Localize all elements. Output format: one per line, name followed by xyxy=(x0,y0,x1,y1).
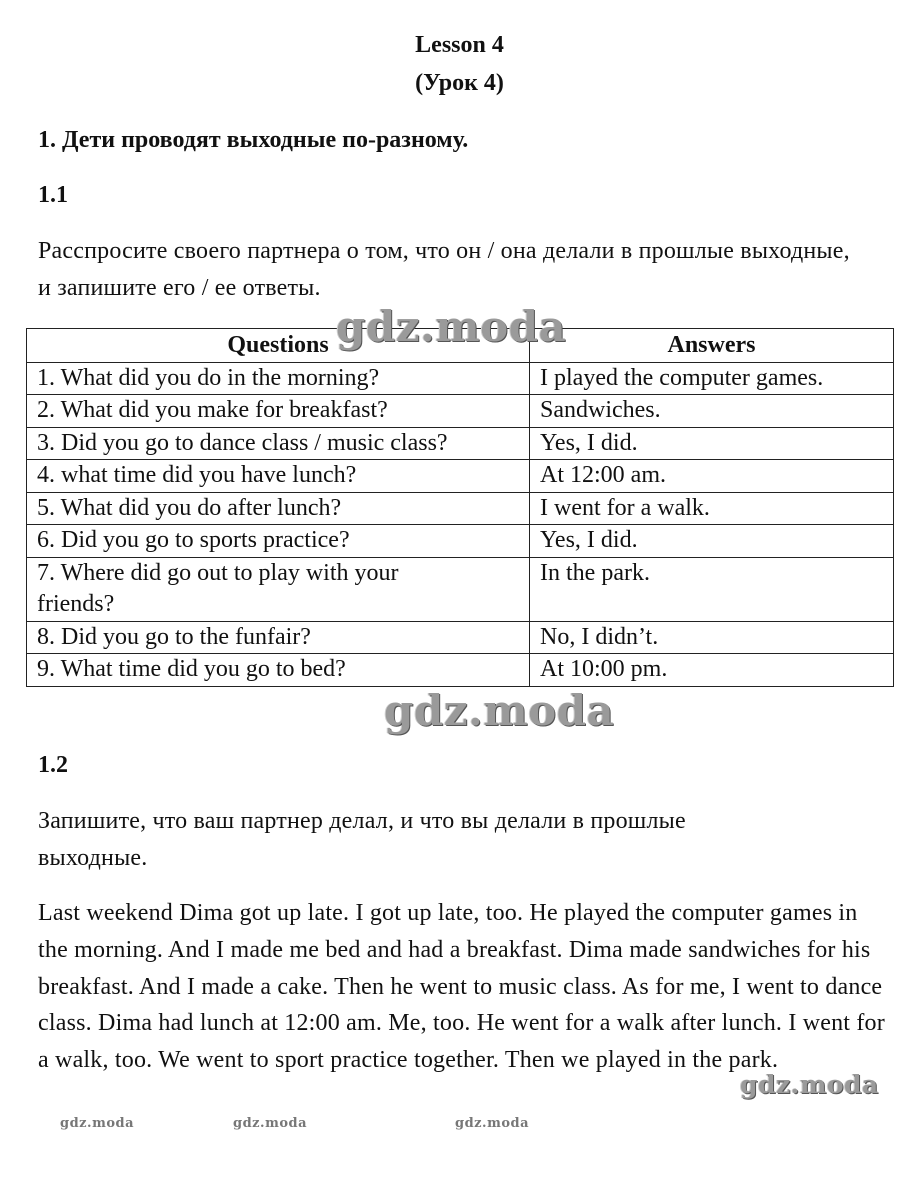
exercise-1-1-instruction: Расспросите своего партнера о том, что он / она делали в прошлые выходные, и запишите его / ее ответы. xyxy=(38,238,850,301)
watermark: gdz.moda xyxy=(740,1070,879,1099)
question-cell: 6. Did you go to sports practice? xyxy=(27,525,530,558)
exercise-1-2-instruction: Запишите, что ваш партнер делал, и что вы делали в прошлые выходные. xyxy=(38,808,686,871)
table-row xyxy=(27,621,894,654)
answer-cell: At 12:00 am. xyxy=(530,460,894,493)
lesson-subtitle: (Урок 4) xyxy=(415,70,504,96)
answers-header: Answers xyxy=(530,329,894,363)
exercise-1-2-text: Last weekend Dima got up late. I got up late, too. He played the computer games in the morning. And I made me bed and had a breakfast. Dima made sandwiches for his breakfast. And I made a cake. Then he went to music class. As for me, I went to dance class. Dima had lunch at 12:00 am. Me, too. He went for a walk after lunch. I went for a walk, too. We went to sport practice together. Then we played in the park. xyxy=(38,900,885,1074)
answer-cell: At 10:00 pm. xyxy=(530,654,894,687)
watermark: gdz.moda xyxy=(60,1116,135,1131)
question-cell: 9. What time did you go to bed? xyxy=(27,654,530,687)
answer-cell: Sandwiches. xyxy=(530,395,894,428)
table-row xyxy=(27,460,894,493)
exercise-1-1-number: 1.1 xyxy=(38,182,68,208)
lesson-title: Lesson 4 xyxy=(415,32,504,58)
question-cell: 5. What did you do after lunch? xyxy=(27,492,530,525)
watermark: gdz.moda xyxy=(384,686,615,735)
question-cell: 7. Where did go out to play with your friends? xyxy=(27,557,530,621)
question-cell: 2. What did you make for breakfast? xyxy=(27,395,530,428)
watermark: gdz.moda xyxy=(455,1116,530,1131)
table-row xyxy=(27,654,894,687)
answer-cell: I played the computer games. xyxy=(530,362,894,395)
questions-header: Questions xyxy=(27,329,530,363)
exercise-1-2-number: 1.2 xyxy=(38,752,68,778)
answer-cell: In the park. xyxy=(530,557,894,621)
question-cell: 8. Did you go to the funfair? xyxy=(27,621,530,654)
watermark: gdz.moda xyxy=(336,302,567,351)
table-row xyxy=(27,557,894,621)
questions-answers-table xyxy=(26,328,894,687)
question-cell: 1. What did you do in the morning? xyxy=(27,362,530,395)
table-row xyxy=(27,492,894,525)
answer-cell: No, I didn’t. xyxy=(530,621,894,654)
question-cell: 4. what time did you have lunch? xyxy=(27,460,530,493)
question-cell: 3. Did you go to dance class / music class? xyxy=(27,427,530,460)
section-heading: 1. Дети проводят выходные по-разному. xyxy=(38,127,469,153)
table-row xyxy=(27,427,894,460)
answer-cell: I went for a walk. xyxy=(530,492,894,525)
watermark: gdz.moda xyxy=(233,1116,308,1131)
table-row xyxy=(27,525,894,558)
table-row xyxy=(27,362,894,395)
answer-cell: Yes, I did. xyxy=(530,427,894,460)
table-row xyxy=(27,395,894,428)
answer-cell: Yes, I did. xyxy=(530,525,894,558)
